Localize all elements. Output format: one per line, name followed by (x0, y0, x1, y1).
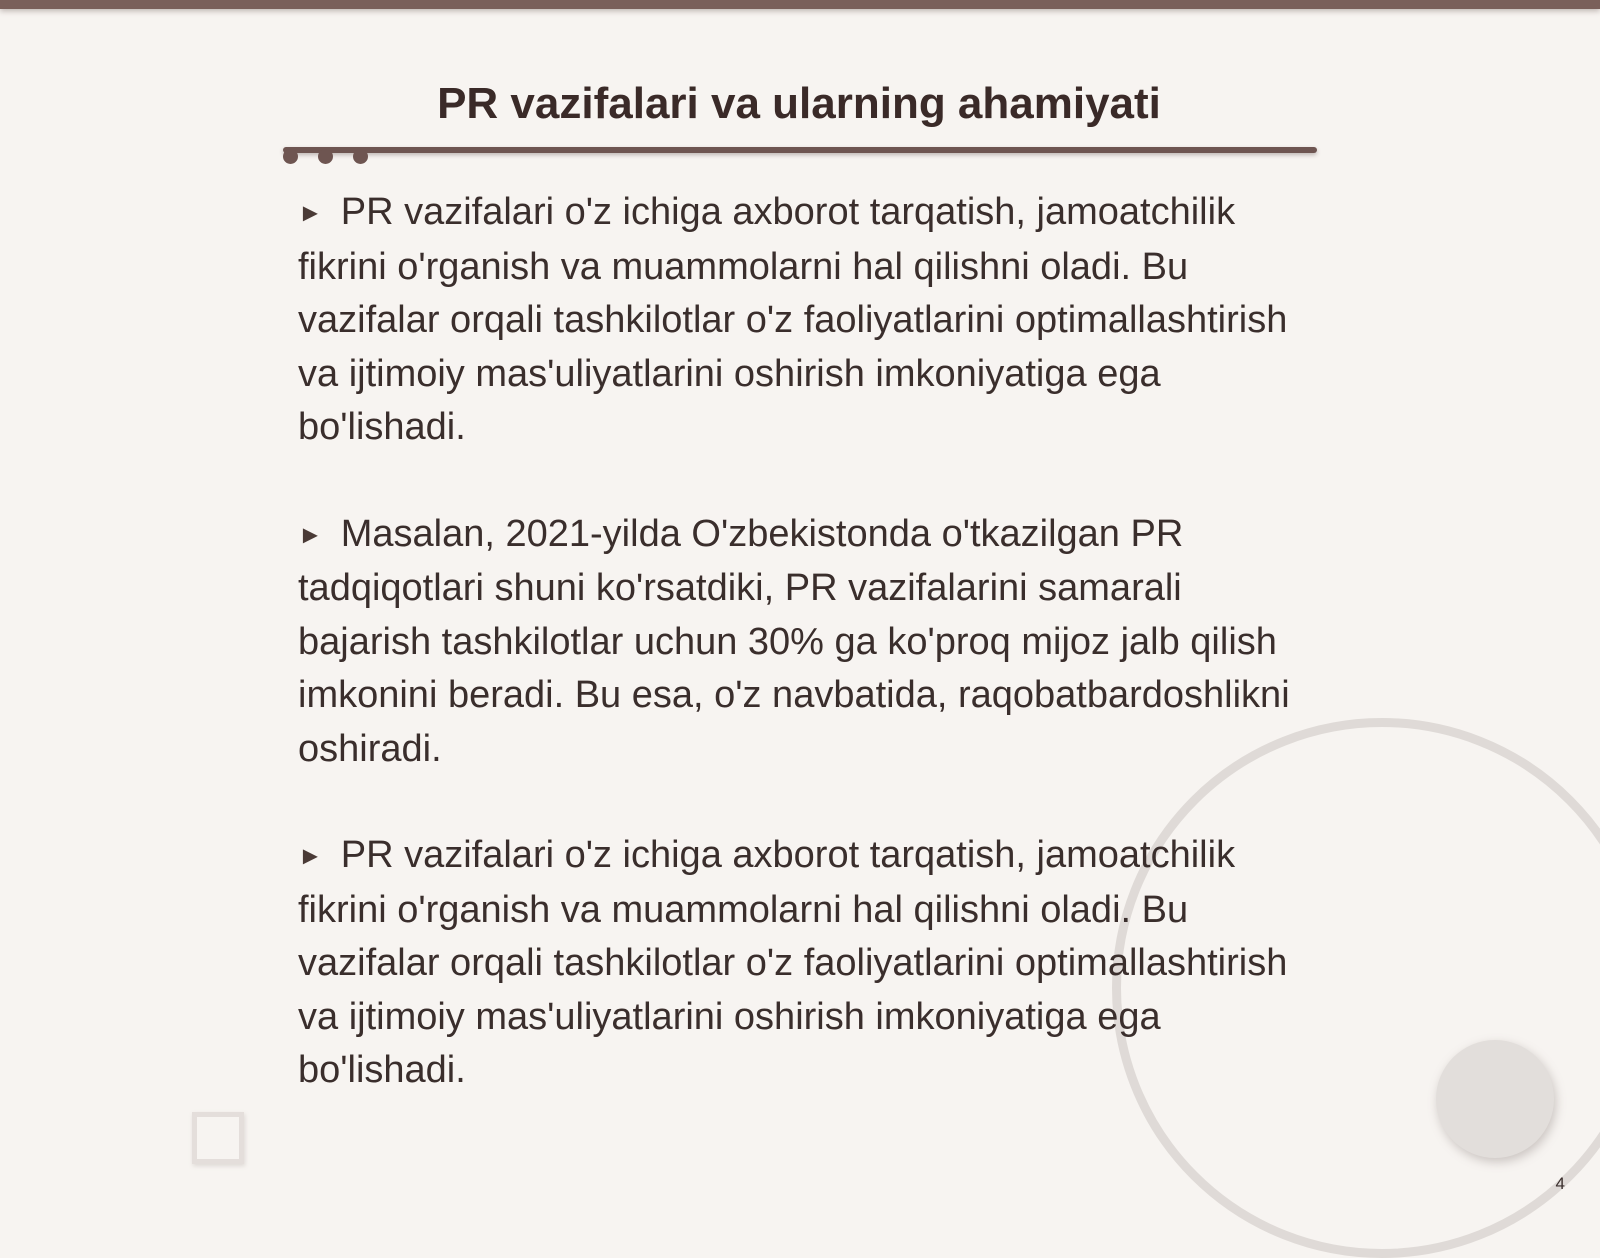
page-number: 4 (1555, 1174, 1565, 1193)
decorative-circle (1436, 1040, 1554, 1158)
title-divider (283, 147, 1317, 153)
bullet-item (298, 508, 1308, 777)
bullet-text: Masalan, 2021-yilda O'zbekistonda o'tkazilgan PR tadqiqotlari shuni ko'rsatdiki, PR vazifalarini samarali bajarish tashkilotlar uchun 30% ga ko'proq mijoz jalb qilish imkonini beradi. Bu esa, o'z navbatida, raqobatbardoshlikni oshiradi. (298, 512, 1290, 770)
bullet-text: PR vazifalari o'z ichiga axborot tarqatish, jamoatchilik fikrini o'rganish va muammolarni hal qilishni oladi. Bu vazifalar orqali tashkilotlar o'z faoliyatlarini optimallashtirish va ijtimoiy mas'uliyatlarini oshirish imkoniyatiga ega bo'lishadi. (298, 834, 1288, 1091)
bullet-item (298, 829, 1308, 1098)
bullet-text: PR vazifalari o'z ichiga axborot tarqatish, jamoatchilik fikrini o'rganish va muammolarni hal qilishni oladi. Bu vazifalar orqali tashkilotlar o'z faoliyatlarini optimallashtirish va ijtimoiy mas'uliyatlarini oshirish imkoniyatiga ega bo'lishadi. (298, 191, 1288, 448)
divider-dot (283, 149, 298, 164)
bullet-arrow-icon: ► (298, 842, 323, 870)
bullet-list (298, 186, 1308, 1151)
slide-title: PR vazifalari va ularning ahamiyati (437, 79, 1161, 128)
divider-dot (318, 149, 333, 164)
top-accent-bar (0, 0, 1600, 9)
bullet-item (298, 186, 1308, 455)
bullet-arrow-icon: ► (298, 520, 323, 549)
divider-dot (353, 149, 368, 164)
decorative-square (192, 1112, 244, 1164)
bullet-arrow-icon: ► (298, 199, 323, 227)
